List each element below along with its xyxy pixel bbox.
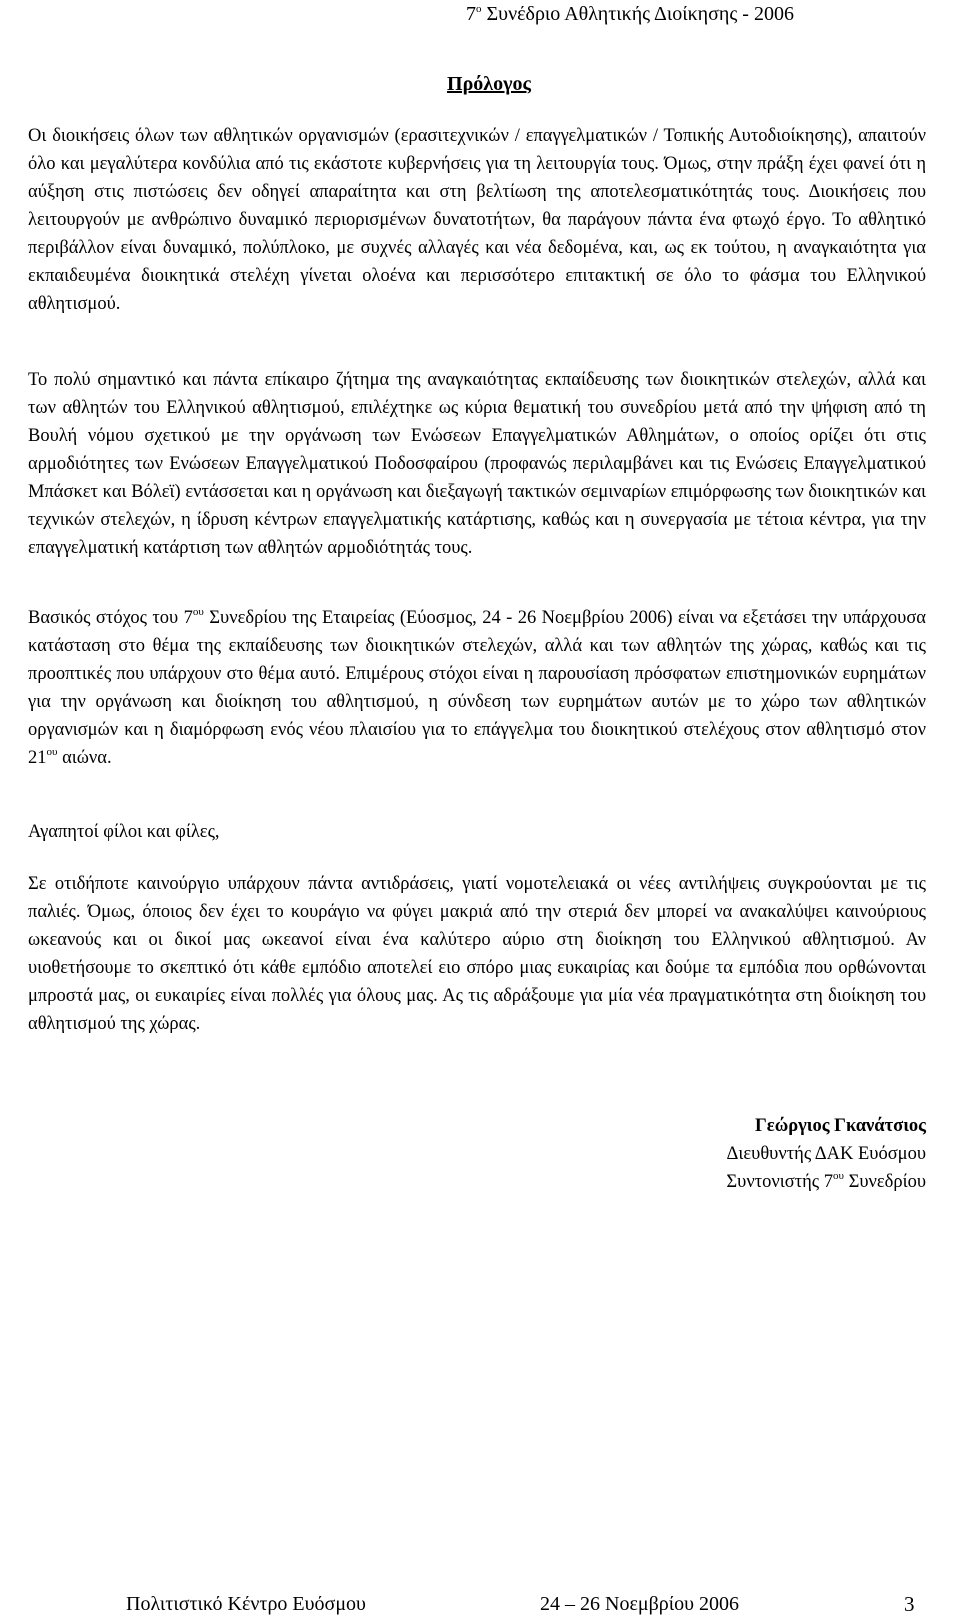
paragraph-3-part-c: αιώνα. xyxy=(57,748,112,768)
signature-coordinator xyxy=(726,1168,926,1196)
footer-dates: 24 – 26 Νοεμβρίου 2006 xyxy=(540,1593,740,1615)
salutation xyxy=(28,818,926,846)
running-header xyxy=(0,2,960,26)
salutation-text: Αγαπητοί φίλοι και φίλες, xyxy=(28,822,220,842)
paragraph-5-text: Σε οτιδήποτε καινούργιο υπάρχουν πάντα αντιδράσεις, γιατί νομοτελειακά οι νέες αντιλήψεις συγκρούονται με τις παλιές. Όμως, όποιος δεν έχει το κουράγιο να φύγει μακριά από την στεριά δεν μπορεί να ανακαλύψει καινούριους ωκεανούς και οι δικοί μας ωκεανοί είναι ένα καλύτερο αύριο στη διοίκηση του Ελληνικού αθλητισμού. Αν υιοθετήσουμε το σκεπτικό ότι κάθε εμπόδιο αποτελεί ειο σπόρο μιας ευκαιρίας και δούμε τα εμπόδια που ορθώνονται μπροστά μας, οι ευκαιρίες είναι πολλές για όλους μας. Ας τις αδράξουμε για μία νέα πραγματικότητα στη διοίκηση του αθλητισμού της χώρας. xyxy=(28,874,926,1034)
header-suffix: Συνέδριο Αθλητικής Διοίκησης - 2006 xyxy=(481,3,794,25)
paragraph-3-part-a: Βασικός στόχος του 7 xyxy=(28,608,193,628)
signature-block xyxy=(726,1112,926,1196)
header-prefix: 7 xyxy=(466,3,477,25)
signature-coord-part-a: Συντονιστής 7 xyxy=(726,1172,834,1192)
header-superscript: ο xyxy=(476,3,482,15)
paragraph-3-part-b: Συνεδρίου της Εταιρείας (Εύοσμος, 24 - 26 Νοεμβρίου 2006) είναι να εξετάσει την υπάρχουσα κατάσταση στο θέμα της εκπαίδευσης των διοικητικών στελεχών, αλλά και των αθλητών της χώρας, καθώς και τις προοπτικές που υπάρχουν στο θέμα αυτό. Επιμέρους στόχοι είναι η παρουσίαση πρόσφατων επιστημονικών ευρημάτων για την οργάνωση και διοίκηση του αθλητισμού, η σύνδεση των ευρημάτων αυτών με το χώρο των αθλητικών οργανισμών και η διαμόρφωση ενός νέου πλαισίου για το επάγγελμα του διοικητικού στελέχους στον αθλητισμό στον 21 xyxy=(28,608,926,768)
paragraph-3-sup-1: ου xyxy=(192,606,204,618)
paragraph-1 xyxy=(28,122,926,318)
signature-role: Διευθυντής ΔΑΚ Ευόσμου xyxy=(726,1144,926,1164)
signature-coord-sup: ου xyxy=(833,1170,844,1182)
footer-venue: Πολιτιστικό Κέντρο Ευόσμου xyxy=(126,1593,366,1615)
paragraph-3-text xyxy=(28,604,926,772)
paragraph-5 xyxy=(28,870,926,1038)
page-number: 3 xyxy=(904,1592,915,1616)
signature-name: Γεώργιος Γκανάτσιος xyxy=(755,1116,926,1136)
paragraph-2-text: Το πολύ σημαντικό και πάντα επίκαιρο ζήτημα της αναγκαιότητας εκπαίδευσης των διοικητικών στελεχών, αλλά και των αθλητών του Ελληνικού αθλητισμού, επιλέχτηκε ως κύρια θεματική του συνεδρίου μετά από την ψήφιση από τη Βουλή νόμου σχετικού με την οργάνωση των Ενώσεων Επαγγελματικών Αθλημάτων, ο οποίος ορίζει ότι στις αρμοδιότητες των Ενώσεων Επαγγελματικού Ποδοσφαίρου (προφανώς περιλαμβάνει και τις Ενώσεις Επαγγελματικού Μπάσκετ και Βόλεϊ) εντάσσεται και η οργάνωση και διεξαγωγή τακτικών σεμιναρίων επιμόρφωσης των διοικητικών και τεχνικών στελεχών, η ίδρυση κέντρων επαγγελματικής κατάρτισης, καθώς και η συνεργασία με τέτοια κέντρα, για την επαγγελματική κατάρτιση των αθλητών αρμοδιότητάς τους. xyxy=(28,370,926,558)
paragraph-1-text: Οι διοικήσεις όλων των αθλητικών οργανισμών (ερασιτεχνικών / επαγγελματικών / Τοπικής Αυτοδιοίκησης), απαιτούν όλο και μεγαλύτερα κονδύλια από τις εκάστοτε κυβερνήσεις για τη λειτουργία τους. Όμως, στην πράξη έχει φανεί ότι η αύξηση στις πιστώσεις δεν οδηγεί απαραίτητα και στη βελτίωση της αποτελεσματικότητάς τους. Διοικήσεις που λειτουργούν με ανθρώπινο δυναμικό περιορισμένων δυνατοτήτων, θα παράγουν πάντα ένα φτωχό έργο. Το αθλητικό περιβάλλον είναι δυναμικό, πολύπλοκο, με συχνές αλλαγές και νέα δεδομένα, και, ως εκ τούτου, η αναγκαιότητα για εκπαιδευμένα διοικητικά στελέχη γίνεται ολοένα και περισσότερο επιτακτική σε όλο το φάσμα του Ελληνικού αθλητισμού. xyxy=(28,126,926,314)
paragraph-3-sup-2: ου xyxy=(46,746,58,758)
signature-coord-part-b: Συνεδρίου xyxy=(843,1172,926,1192)
paragraph-2 xyxy=(28,366,926,562)
page-footer xyxy=(0,1592,960,1618)
paragraph-3 xyxy=(28,604,926,772)
page-title: Πρόλογος xyxy=(447,73,531,95)
